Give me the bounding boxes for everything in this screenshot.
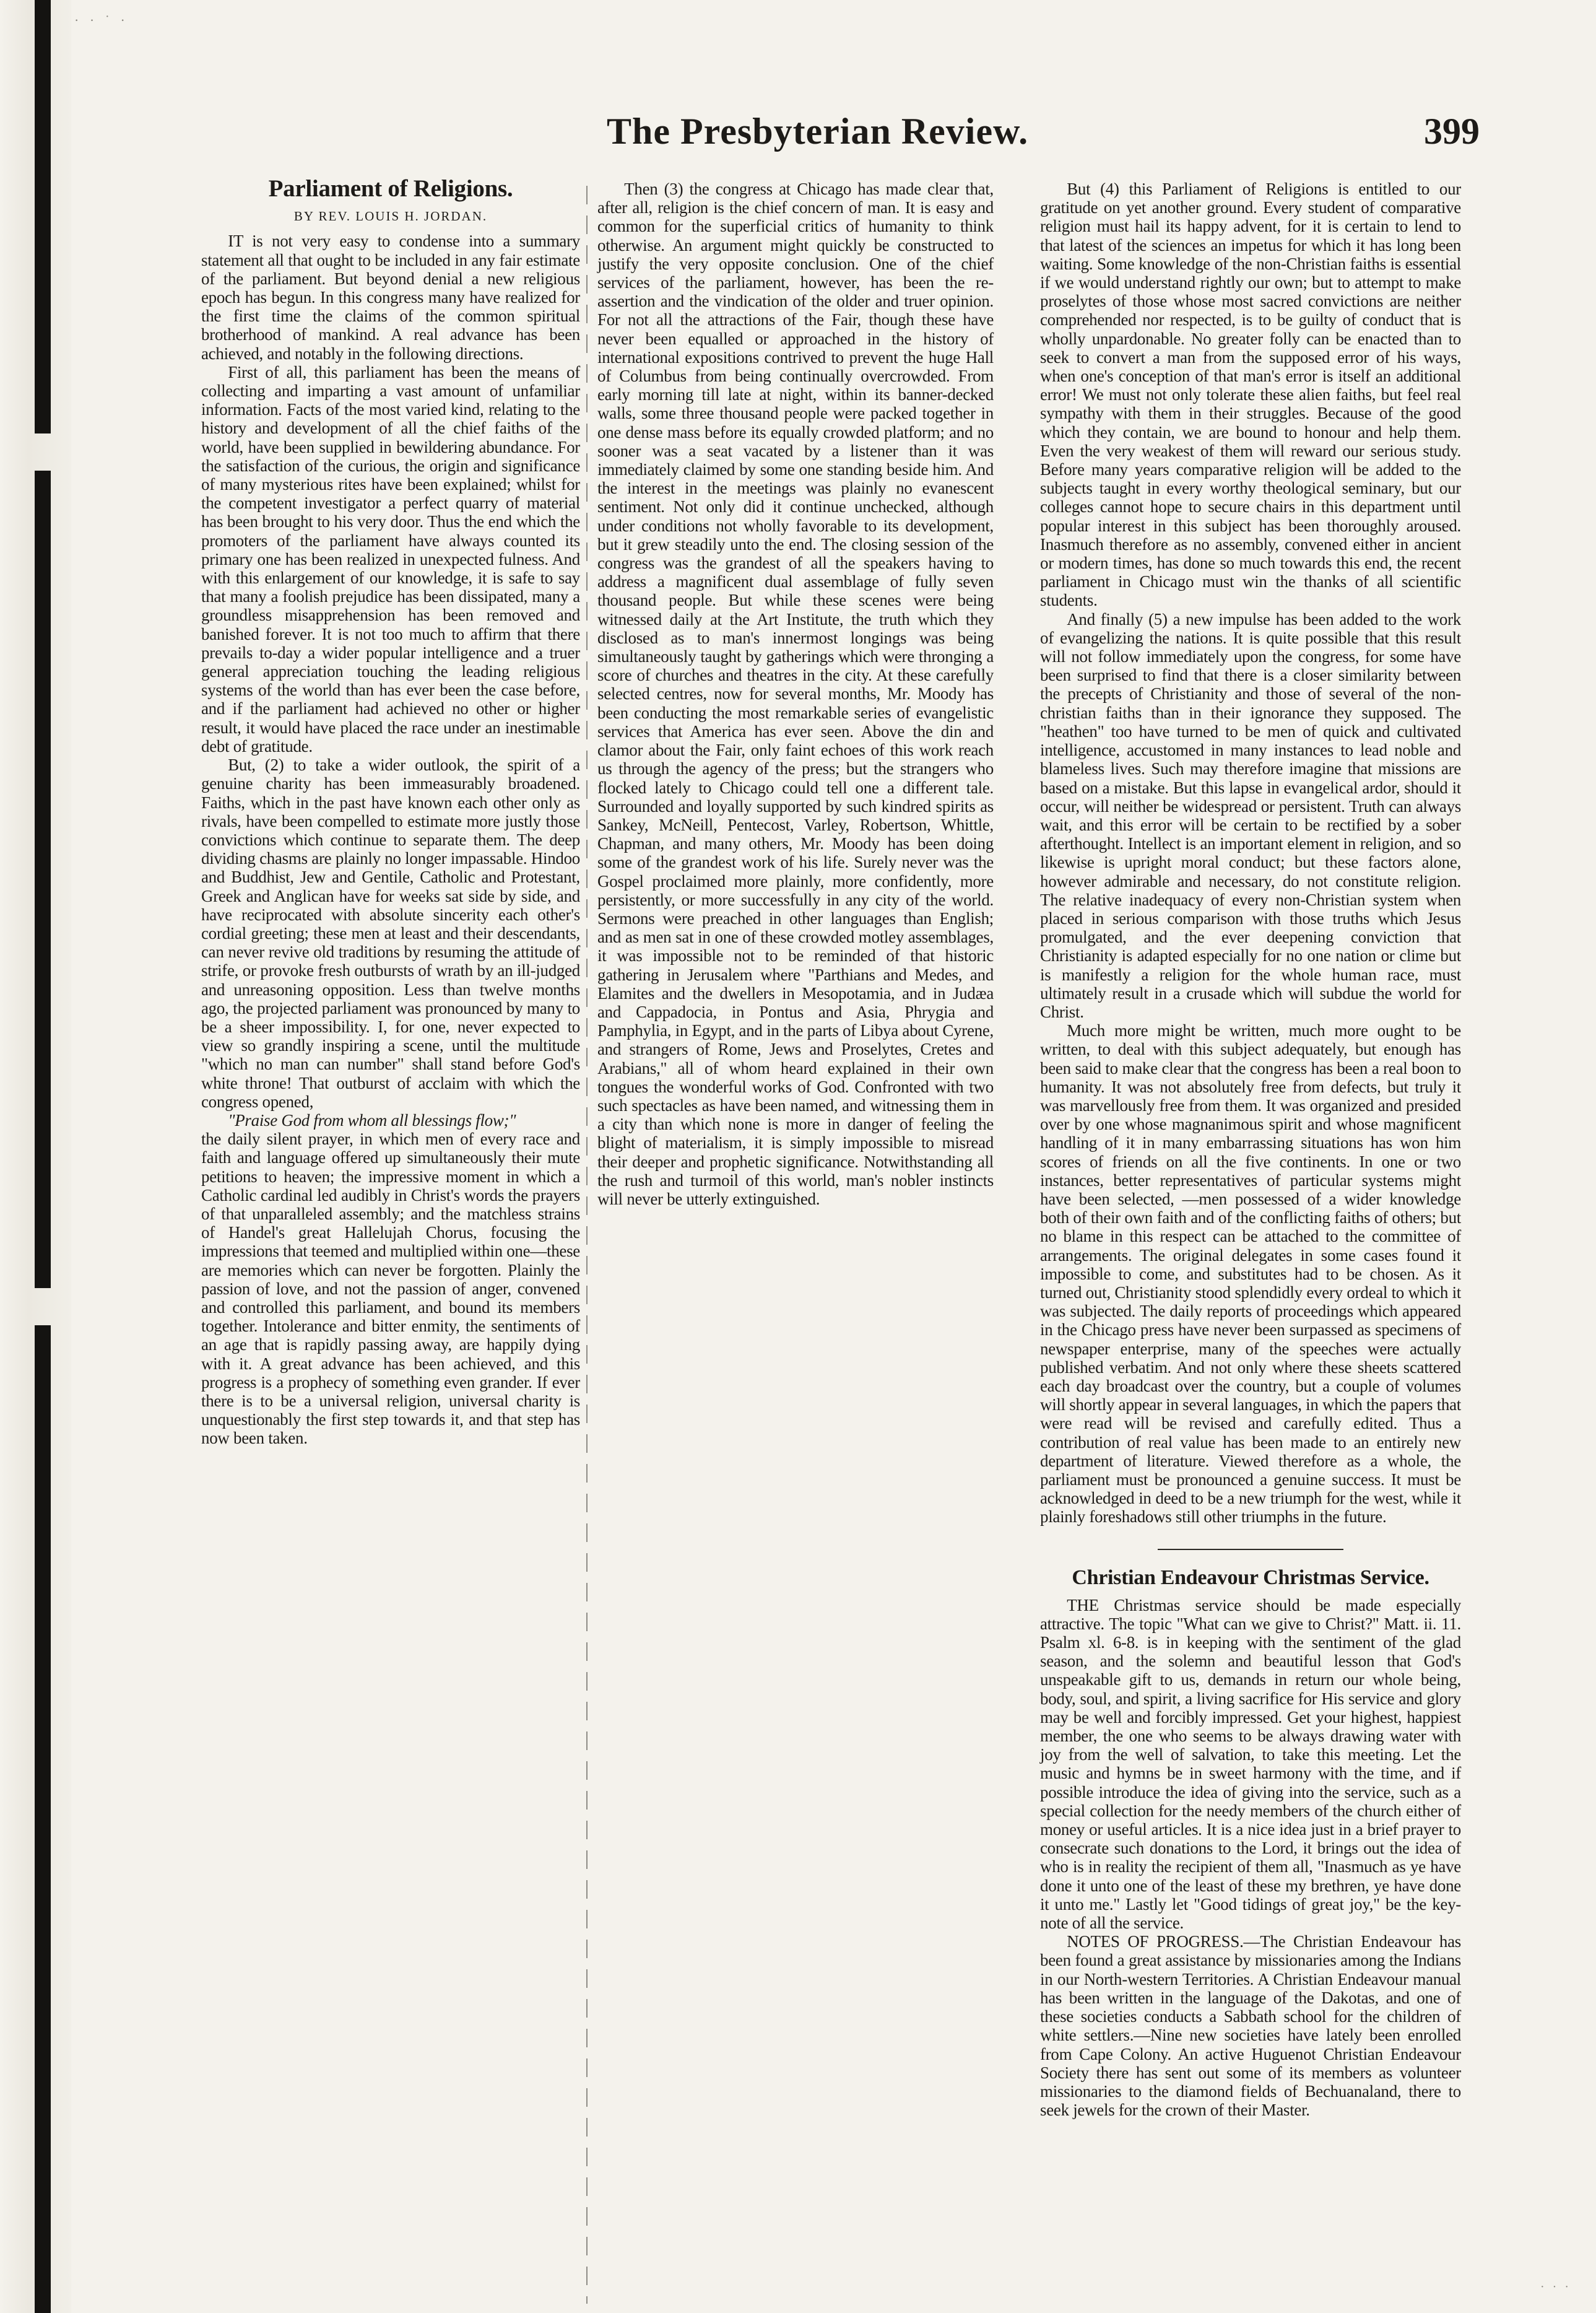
section-divider [1158,1549,1343,1550]
page-number: 399 [1424,111,1480,152]
page-header [204,110,1486,166]
binding-shadow-mark [35,471,51,1288]
binding-shadow-mark [35,1325,51,2313]
paragraph: the daily silent prayer, in which men of every race and faith and language offered up simultaneously their mute petitions to heaven; the impressive moment in which a Catholic cardinal led audibly in Christ's words the prayers of that unparalleled assembly; and the matchless strains of Handel's great Hallelujah Chorus, focusing the impressions that teemed and multiplied within one—these are memories which can never be forgotten. Plainly the passion of love, and not the passion of anger, convened and controlled this parliament, and bound its members together. Intolerance and bitter enmity, the sentiments of an age that is rapidly passing away, are happily dying with it. A great advance has been achieved, and this progress is a prophecy of something even grander. If ever there is to be a universal religion, universal charity is unquestionably the first step towards it, and that step has now been taken. [201,1130,580,1448]
paragraph: But, (2) to take a wider outlook, the spirit of a genuine charity has been immeasurably broadened. Faiths, which in the past have known each other only as rivals, have been compelled to estimate more justly those convictions which continue to separate them. The deep dividing chasms are plainly no longer impassable. Hindoo and Buddhist, Jew and Gentile, Catholic and Protestant, Greek and Anglican have for weeks sat side by side, and have reciprocated with absolute sincerity each other's cordial greeting; these men at least and their descendants, can never revive old traditions by resuming the attitude of strife, or provoke fresh outbursts of wrath by an ill-judged and unreasoning opposition. Less than twelve months ago, the projected parliament was pronounced by many to be a sheer impossibility. I, for one, never expected to view so grandly inspiring a scene, until the multitude "which no man can number" shall stand before God's white throne! That outburst of acclaim with which the congress opened, [201,756,580,1111]
paragraph: IT is not very easy to condense into a summary statement all that ought to be included in any fair estimate of the parliament. But beyond denial a new religious epoch has begun. In this congress many have realized for the first time the claims of the common spiritual brotherhood of mankind. A real advance has been achieved, and notably in the following directions. [201,232,580,363]
column-rule [586,186,588,2304]
paragraph: And finally (5) a new impulse has been added to the work of evangelizing the nations. It is quite possible that this result will not follow immediately upon the congress, for some have been surprised to find that there is a closer similarity between the precepts of Christianity and those of several of the non-christian faiths than in their ignorance they supposed. The "heathen" too have turned to be men of quick and cultivated intelligence, accustomed in many instances to lead noble and blameless lives. Such may therefore imagine that missions are based on a mistake. But this lapse in evangelical ardor, should it occur, will neither be widespread or persistent. Truth can always wait, and this error will be certain to be rectified by a sober afterthought. Intellect is an important element in religion, and so likewise is upright moral conduct; but these factors alone, however admirable and necessary, do not constitute religion. The relative inadequacy of every non-Christian system when placed in serious comparison with those truths which Jesus promulgated, and the ever deepening conviction that Christianity is adapted especially for no one nation or clime but is manifestly a religion for the whole human race, must ultimately result in a crusade which will subdue the world for Christ. [1040,609,1461,1021]
binding-gutter [0,0,71,2313]
paragraph: But (4) this Parliament of Religions is entitled to our gratitude on yet another ground. Every student of comparative religion must hail its happy advent, for it is certain to lend to that latest of the sciences an impetus for which it has long been waiting. Some knowledge of the non-Christian faiths is essential if we would understand rightly our own; but to attempt to make proselytes of those whose most sacred convictions are neither comprehended nor respected, is to be guilty of conduct that is wholly unpardonable. No greater folly can be enacted than to seek to convert a man from the supposed error of his ways, when one's conception of that man's error is itself an additional error! We must not only tolerate these alien faiths, but feel real sympathy with them in their struggles. Because of the good which they contain, we are bound to honour and help them. Even the very weakest of them will reward our serious study. Before many years comparative religion will be added to the subjects taught in every worthy theological seminary, but our colleges cannot hope to secure chairs in this department until popular interest in this subject has been thoroughly aroused. Inasmuch therefore as no assembly, convened either in ancient or modern times, has done so much towards this end, the recent parliament in Chicago must win the thanks of all scientific students. [1040,180,1461,610]
paragraph: Then (3) the congress at Chicago has made clear that, after all, religion is the chief concern of man. It is easy and common for the superficial critics of humanity to think otherwise. An argument might quickly be constructed to justify the very opposite conclusion. One of the chief services of the parliament, however, has been the re-assertion and the vindication of the older and truer opinion. For not all the attractions of the Fair, though these have never been equalled or approached in the history of international expositions contrived to prevent the huge Hall of Columbus from being continually overcrowded. From early morning till late at night, within its banner-decked walls, some three thousand people were packed together in one dense mass before its equally crowded platform; and no sooner was a seat vacated by a listener than it was immediately claimed by some one standing beside him. And the interest in the meetings was plainly no evanescent sentiment. Not only did it continue unchecked, although under conditions not wholly favorable to its development, but it grew steadily unto the end. The closing session of the congress was the grandest of all the speakers having to address a magnificent dual assemblage of fully seven thousand people. But while these scenes were being witnessed daily at the Art Institute, the truth which they disclosed as to man's innermost longings was being simultaneously taught by gatherings which were thronging a score of churches and theatres in the city. At these carefully selected centres, now for several months, Mr. Moody has been conducting the most remarkable series of evangelistic services that America has ever seen. Above the din and clamor about the Fair, only faint echoes of this work reach us through the agency of the press; but the strangers who flocked lately to Chicago could tell one a different tale. Surrounded and loyally supported by such kindred spirits as Sankey, McNeill, Pentecost, Varley, Robertson, Whittle, Chapman, and many others, Mr. Moody has been doing some of the grandest work of his life. Surely never was the Gospel proclaimed more plainly, more confidently, more persistently, or more successfully in any city of the world. Sermons were preached in other languages than English; and as men sat in one of these crowded motley assemblages, it was impossible not to be reminded of that historic gathering in Jerusalem where "Parthians and Medes, and Elamites and the dwellers in Mesopotamia, and in Judæa and Cappadocia, in Pontus and Asia, Phrygia and Pamphylia, in Egypt, and in the parts of Libya about Cyrene, and strangers of Rome, Jews and Proselytes, Cretes and Arabians," all of whom heard explained in their own tongues the wonderful works of God. Confronted with two such spectacles as have been named, and witnessing them in a city than which none is more in danger of feeling the blight of materialism, it is simply impossible to misread their deeper and prophetic significance. Notwithstanding all the rush and turmoil of this world, man's nobler instincts will never be utterly extinguished. [597,180,994,1208]
article-title: Parliament of Religions. [268,175,513,202]
column-1 [201,175,580,1448]
print-specks: · · · [1540,2280,1571,2294]
running-title: The Presbyterian Review. [607,111,1029,152]
print-specks: · · ˙ · [74,12,129,28]
paragraph: First of all, this parliament has been the means of collecting and imparting a vast amount of unfamiliar information. Facts of the most varied kind, relating to the history and development of all the chief faiths of the world, have been supplied in bewildering abundance. For the satisfaction of the curious, the origin and significance of many mysterious rites have been explained; whilst for the competent investigator a perfect quarry of material has been brought to his very door. Thus the end which the promoters of the parliament have always counted its primary one has been realized in unexpected fulness. And with this enlargement of our knowledge, it is safe to say that many a foolish prejudice has been dissipated, many a groundless misapprehension has been removed and banished forever. It is not too much to affirm that there prevails to-day a wider popular intelligence and a truer general appreciation touching the leading religious systems of the world than has ever been the case before, and if the parliament had achieved no other or higher result, it would have placed the race under an inestimable debt of gratitude. [201,362,580,756]
column-2 [597,180,994,1208]
paragraph: NOTES OF PROGRESS.—The Christian Endeavour has been found a great assistance by missionaries among the Indians in our North-western Territories. A Christian Endeavour manual has been written in the language of the Dakotas, and one of these societies conducts a Sabbath school for the children of white settlers.—Nine new societies have lately been enrolled from Cape Colony. An active Huguenot Christian Endeavour Society there has sent out some of its members as volunteer missionaries to the diamond fields of Bechuanaland, there to seek jewels for the crown of their Master. [1040,1932,1461,2120]
section-title: Christian Endeavour Christmas Service. [1072,1566,1429,1589]
hymn-quote: "Praise God from whom all blessings flow;" [228,1110,516,1130]
column-3 [1040,180,1461,2119]
binding-shadow-mark [35,0,51,433]
paragraph: THE Christmas service should be made especially attractive. The topic "What can we give to Christ?" Matt. ii. 11. Psalm xl. 6-8. is in keeping with the sentiment of the glad season, and the solemn and beautiful lesson that God's unspeakable gift to us, demands in return our whole being, body, soul, and spirit, a living sacrifice for His service and glory may be well and forcibly impressed. Get your highest, happiest member, the one who seems to be always drawing water with joy from the well of salvation, to take this meeting. Let the music and hymns be in sweet harmony with the time, and if possible introduce the idea of giving into the service, such as a special collection for the needy members of the church either of money or useful articles. It is a nice idea just in a brief prayer to consecrate such donations to the Lord, it brings out the idea of who is in reality the recipient of them all, "Inasmuch as ye have done it unto one of the least of these my brethren, ye have done it unto me." Lastly let "Good tidings of great joy," be the key-note of all the service. [1040,1595,1461,1933]
paragraph: Much more might be written, much more ought to be written, to deal with this subject adequately, but enough has been said to make clear that the congress has been a real boon to humanity. It was not absolutely free from defects, but truly it was marvellously free from them. It was organized and presided over by one whose magnanimous spirit and whose magnificent handling of it in many embarrassing situations has won him scores of friends on all the five continents. In one or two instances, better representatives of particular systems might have been selected, —men possessed of a wider knowledge both of their own faith and of the conflicting faiths of others; but no blame in this respect can be attached to the committee of arrangements. The original delegates in some cases found it impossible to come, and substitutes had to be chosen. As it turned out, Christianity stood splendidly every ordeal to which it was subjected. The daily reports of proceedings which appeared in the Chicago press have never been surpassed as specimens of newspaper enterprise, many of the speeches were actually published verbatim. And not only where these sheets scattered each day broadcast over the country, but a couple of volumes will shortly appear in several languages, in which the papers that were read will be revised and carefully edited. Thus a contribution of real value has been made to an entirely new department of literature. Viewed therefore as a whole, the parliament must be pronounced a genuine success. It must be acknowledged in deed to be a new triumph for the west, while it plainly foreshadows still other triumphs in the future. [1040,1021,1461,1527]
article-byline: BY REV. LOUIS H. JORDAN. [293,209,488,224]
